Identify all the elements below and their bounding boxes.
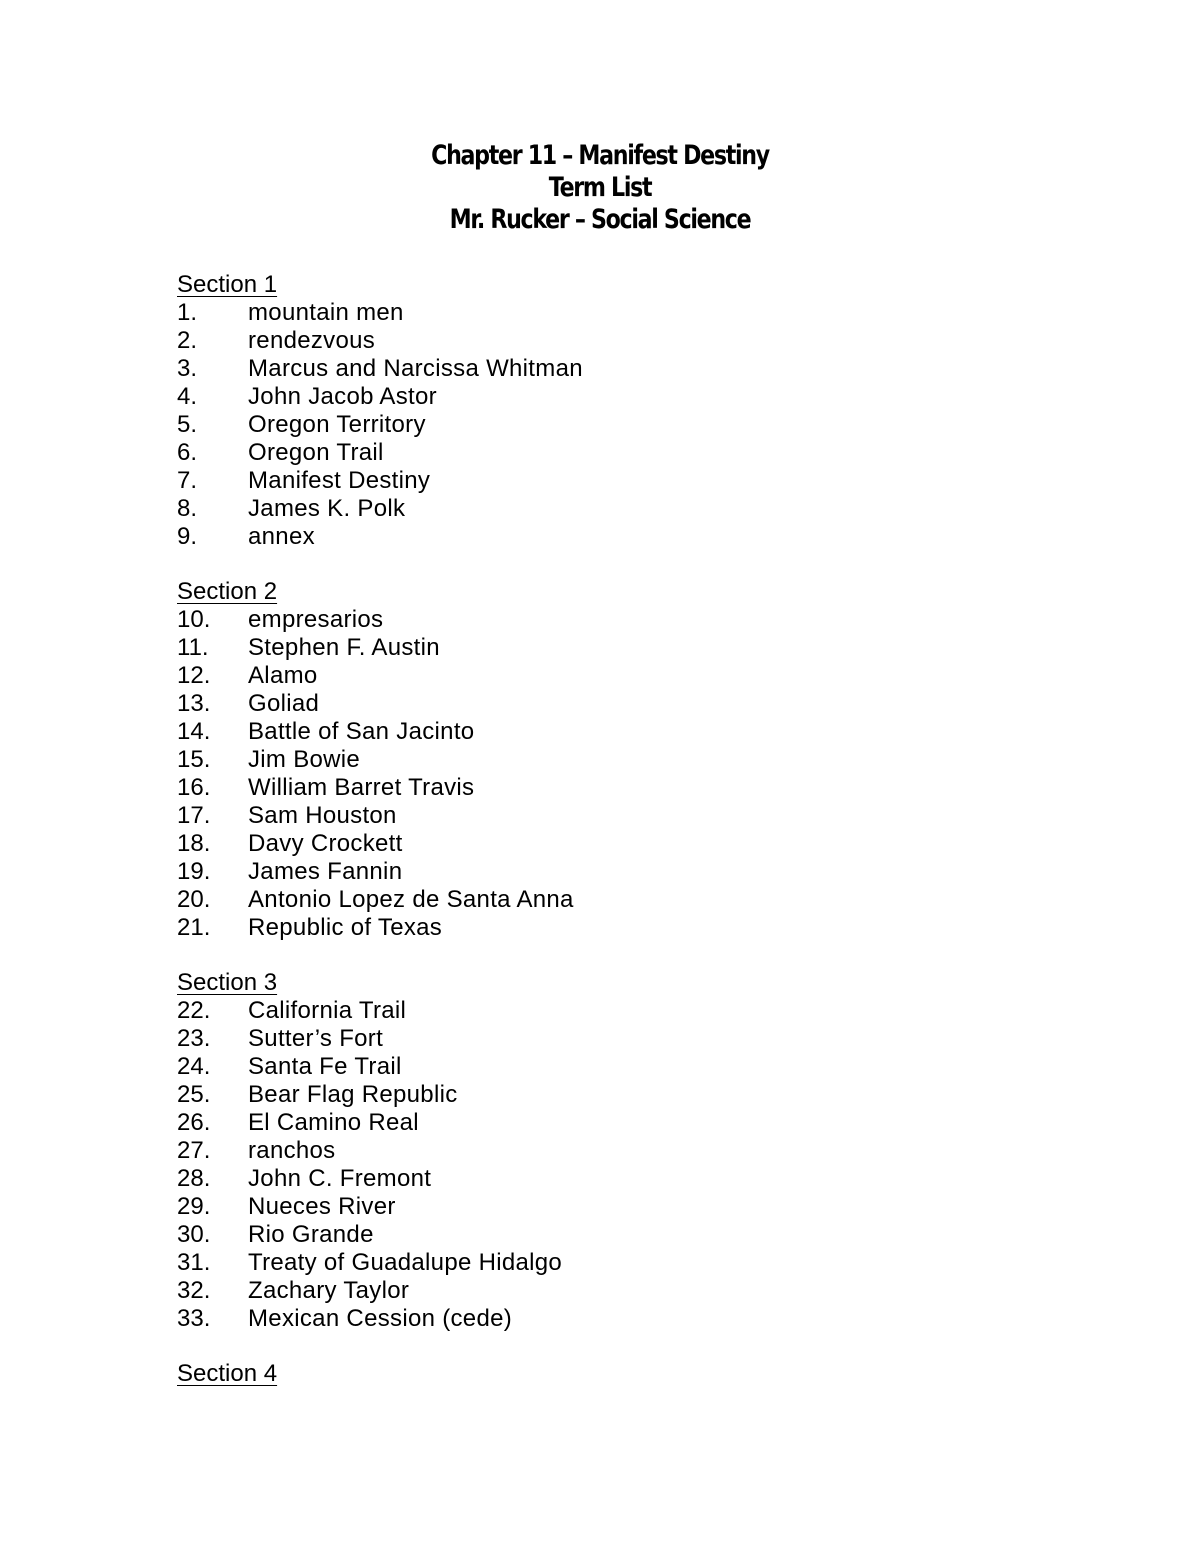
term-text: Goliad: [248, 690, 320, 717]
term-text: Zachary Taylor: [248, 1277, 410, 1304]
term-text: Manifest Destiny: [248, 467, 431, 494]
term-item: [177, 746, 1077, 774]
term-text: Sam Houston: [248, 802, 397, 829]
term-section-4: [177, 1360, 1077, 1388]
term-item: [177, 662, 1077, 690]
term-item: [177, 690, 1077, 718]
term-item: [177, 1165, 1077, 1193]
term-number: 33.: [177, 1305, 211, 1332]
term-item: [177, 383, 1077, 411]
term-number: 17.: [177, 802, 211, 829]
term-item: [177, 1249, 1077, 1277]
term-text: Oregon Territory: [248, 411, 426, 438]
term-number: 28.: [177, 1165, 211, 1192]
term-item: [177, 1305, 1077, 1333]
term-item: [177, 1221, 1077, 1249]
term-number: 25.: [177, 1081, 211, 1108]
term-text: James K. Polk: [248, 495, 406, 522]
section-spacer: [177, 1333, 1077, 1360]
teacher-subtitle: Mr. Rucker – Social Science: [449, 204, 751, 235]
term-number: 31.: [177, 1249, 211, 1276]
term-number: 30.: [177, 1221, 211, 1248]
term-item: [177, 886, 1077, 914]
term-text: annex: [248, 523, 315, 550]
section-spacer: [177, 551, 1077, 578]
term-number: 11.: [177, 634, 209, 661]
term-item: [177, 858, 1077, 886]
term-item: [177, 1137, 1077, 1165]
term-text: John C. Fremont: [248, 1165, 432, 1192]
term-text: Alamo: [248, 662, 318, 689]
term-item: [177, 1025, 1077, 1053]
term-section-2: [177, 578, 1077, 942]
term-item: [177, 1053, 1077, 1081]
term-number: 3.: [177, 355, 198, 382]
term-item: [177, 467, 1077, 495]
term-text: John Jacob Astor: [248, 383, 437, 410]
term-text: Sutter’s Fort: [248, 1025, 384, 1052]
term-item: [177, 914, 1077, 942]
section-heading: Section 2: [177, 578, 278, 605]
term-item: [177, 439, 1077, 467]
term-text: El Camino Real: [248, 1109, 419, 1136]
term-number: 26.: [177, 1109, 211, 1136]
term-number: 21.: [177, 914, 211, 941]
term-number: 20.: [177, 886, 211, 913]
term-text: Oregon Trail: [248, 439, 384, 466]
term-number: 4.: [177, 383, 198, 410]
chapter-title: Chapter 11 – Manifest Destiny: [431, 140, 769, 171]
term-number: 18.: [177, 830, 211, 857]
term-number: 5.: [177, 411, 198, 438]
term-number: 14.: [177, 718, 211, 745]
term-number: 12.: [177, 662, 211, 689]
term-section-3: [177, 969, 1077, 1333]
term-text: Bear Flag Republic: [248, 1081, 458, 1108]
term-item: [177, 1109, 1077, 1137]
term-item: [177, 1081, 1077, 1109]
term-text: Santa Fe Trail: [248, 1053, 402, 1080]
list-title: Term List: [548, 172, 652, 203]
term-text: Jim Bowie: [248, 746, 361, 773]
term-number: 32.: [177, 1277, 211, 1304]
term-item: [177, 411, 1077, 439]
term-item: [177, 1277, 1077, 1305]
term-text: Nueces River: [248, 1193, 396, 1220]
term-number: 1.: [177, 299, 198, 326]
term-item: [177, 634, 1077, 662]
term-text: Davy Crockett: [248, 830, 403, 857]
section-spacer: [177, 942, 1077, 969]
term-text: mountain men: [248, 299, 404, 326]
term-number: 16.: [177, 774, 211, 801]
term-number: 7.: [177, 467, 198, 494]
term-list-body: [177, 271, 1077, 1388]
term-item: [177, 830, 1077, 858]
term-text: ranchos: [248, 1137, 336, 1164]
term-item: [177, 802, 1077, 830]
term-item: [177, 523, 1077, 551]
term-number: 27.: [177, 1137, 211, 1164]
term-number: 13.: [177, 690, 211, 717]
term-item: [177, 774, 1077, 802]
term-text: James Fannin: [248, 858, 403, 885]
term-number: 29.: [177, 1193, 211, 1220]
section-heading: Section 3: [177, 969, 278, 996]
term-text: Rio Grande: [248, 1221, 374, 1248]
term-item: [177, 718, 1077, 746]
term-text: Antonio Lopez de Santa Anna: [248, 886, 574, 913]
term-number: 23.: [177, 1025, 211, 1052]
term-item: [177, 606, 1077, 634]
term-number: 2.: [177, 327, 198, 354]
term-text: Mexican Cession (cede): [248, 1305, 513, 1332]
term-item: [177, 299, 1077, 327]
term-number: 10.: [177, 606, 211, 633]
document-header: [0, 140, 1200, 236]
term-text: rendezvous: [248, 327, 376, 354]
term-text: California Trail: [248, 997, 407, 1024]
term-item: [177, 495, 1077, 523]
section-heading: Section 1: [177, 271, 278, 298]
term-number: 22.: [177, 997, 211, 1024]
term-number: 6.: [177, 439, 198, 466]
term-text: empresarios: [248, 606, 384, 633]
term-number: 15.: [177, 746, 211, 773]
term-item: [177, 1193, 1077, 1221]
term-section-1: [177, 271, 1077, 551]
term-number: 24.: [177, 1053, 211, 1080]
term-number: 8.: [177, 495, 198, 522]
term-text: Stephen F. Austin: [248, 634, 440, 661]
term-text: Treaty of Guadalupe Hidalgo: [248, 1249, 563, 1276]
term-text: Republic of Texas: [248, 914, 443, 941]
section-heading: Section 4: [177, 1360, 278, 1387]
term-text: William Barret Travis: [248, 774, 475, 801]
term-text: Marcus and Narcissa Whitman: [248, 355, 583, 382]
term-item: [177, 355, 1077, 383]
term-number: 19.: [177, 858, 211, 885]
term-text: Battle of San Jacinto: [248, 718, 475, 745]
term-item: [177, 997, 1077, 1025]
term-item: [177, 327, 1077, 355]
term-number: 9.: [177, 523, 198, 550]
